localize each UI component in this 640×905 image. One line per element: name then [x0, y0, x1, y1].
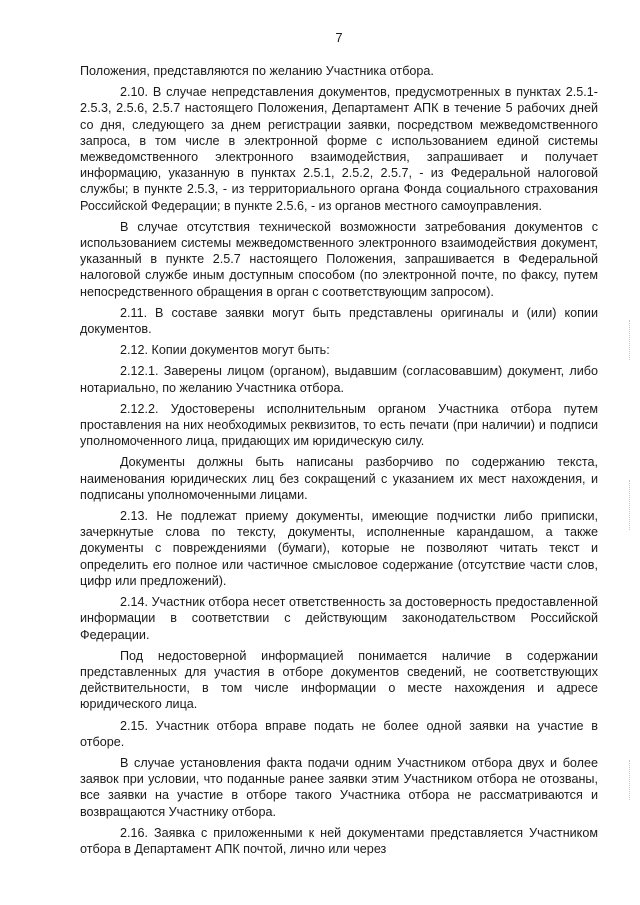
page-number: 7	[335, 30, 343, 45]
paragraph-2-10: 2.10. В случае непредставления документов, предусмотренных в пунктах 2.5.1-2.5.3, 2.5.6, 2.5.7 настоящего Положения, Департамент АПК в течение 5 рабочих дней со дня, следующего за днем регистрации заявки, посредством межведомственного запроса, в том числе в электронной форме с использованием единой системы межведомственного электронного взаимодействия, запрашивает и получает информацию, указанную в пунктах 2.5.1, 2.5.2, 2.5.7, - из Федеральной налоговой службы; в пункте 2.5.3, - из территориального органа Фонда социального страхования Российской Федерации; в пункте 2.5.6, - из органов местного самоуправления.	[80, 85, 598, 213]
scan-edge-mark	[629, 320, 632, 360]
paragraph-false-info: Под недостоверной информацией понимается наличие в содержании представленных для участия в отборе документов сведений, не соответствующих действительности, в том числе информации о месте нахождения и адресе юридического лица.	[80, 648, 598, 712]
paragraph-2-14: 2.14. Участник отбора несет ответственность за достоверность предоставленной информации в соответствии с действующим законодательством Российской Федерации.	[80, 595, 598, 642]
paragraph-2-10-note: В случае отсутствия технической возможности затребования документов с использованием системы межведомственного электронного взаимодействия документ, указанный в пункте 2.5.7 настоящего Положения, запрашивается в Федеральной налоговой службе иным доступным способом (по электронной почте, по факсу, путем непосредственного обращения в орган с соответствующим запросом).	[80, 219, 598, 299]
paragraph-2-15: 2.15. Участник отбора вправе подать не более одной заявки на участие в отборе.	[80, 718, 598, 749]
scan-edge-mark	[629, 760, 632, 800]
paragraph-2-15-note: В случае установления факта подачи одним Участником отбора двух и более заявок при условии, что поданные ранее заявки этим Участником отбора не отозваны, все заявки на участие в отборе такого Участника отбора не рассматриваются и возвращаются Участнику отбора.	[80, 755, 598, 819]
paragraph-2-13: 2.13. Не подлежат приему документы, имеющие подчистки либо приписки, зачеркнутые слова по тексту, документы, исполненные карандашом, а также документы с повреждениями (бумаги), которые не позволяют читать текст и определить его полное или частичное смысловое содержание (отсутствие части слов, цифр или предложений).	[80, 509, 598, 588]
paragraph-2-16: 2.16. Заявка с приложенными к ней документами представляется Участником отбора в Департамент АПК почтой, лично или через	[80, 825, 598, 856]
paragraph-continuation: Положения, представляются по желанию Участника отбора.	[80, 64, 434, 78]
paragraph-2-12-1: 2.12.1. Заверены лицом (органом), выдавшим (согласовавшим) документ, либо нотариально, по желанию Участника отбора.	[80, 364, 598, 395]
paragraph-2-11: 2.11. В составе заявки могут быть представлены оригиналы и (или) копии документов.	[80, 305, 598, 337]
paragraph-2-12: 2.12. Копии документов могут быть:	[120, 343, 330, 358]
paragraph-documents-requirements: Документы должны быть написаны разборчиво по содержанию текста, наименования юридических лиц без сокращений с указанием их мест нахождения, и подписаны уполномоченными лицами.	[80, 455, 598, 502]
paragraph-2-12-2: 2.12.2. Удостоверены исполнительным органом Участника отбора путем проставления на них необходимых реквизитов, то есть печати (при наличии) и подписи уполномоченного лица, придающих им юридическую силу.	[80, 401, 598, 449]
document-body	[80, 63, 598, 857]
scan-edge-mark	[629, 480, 632, 530]
